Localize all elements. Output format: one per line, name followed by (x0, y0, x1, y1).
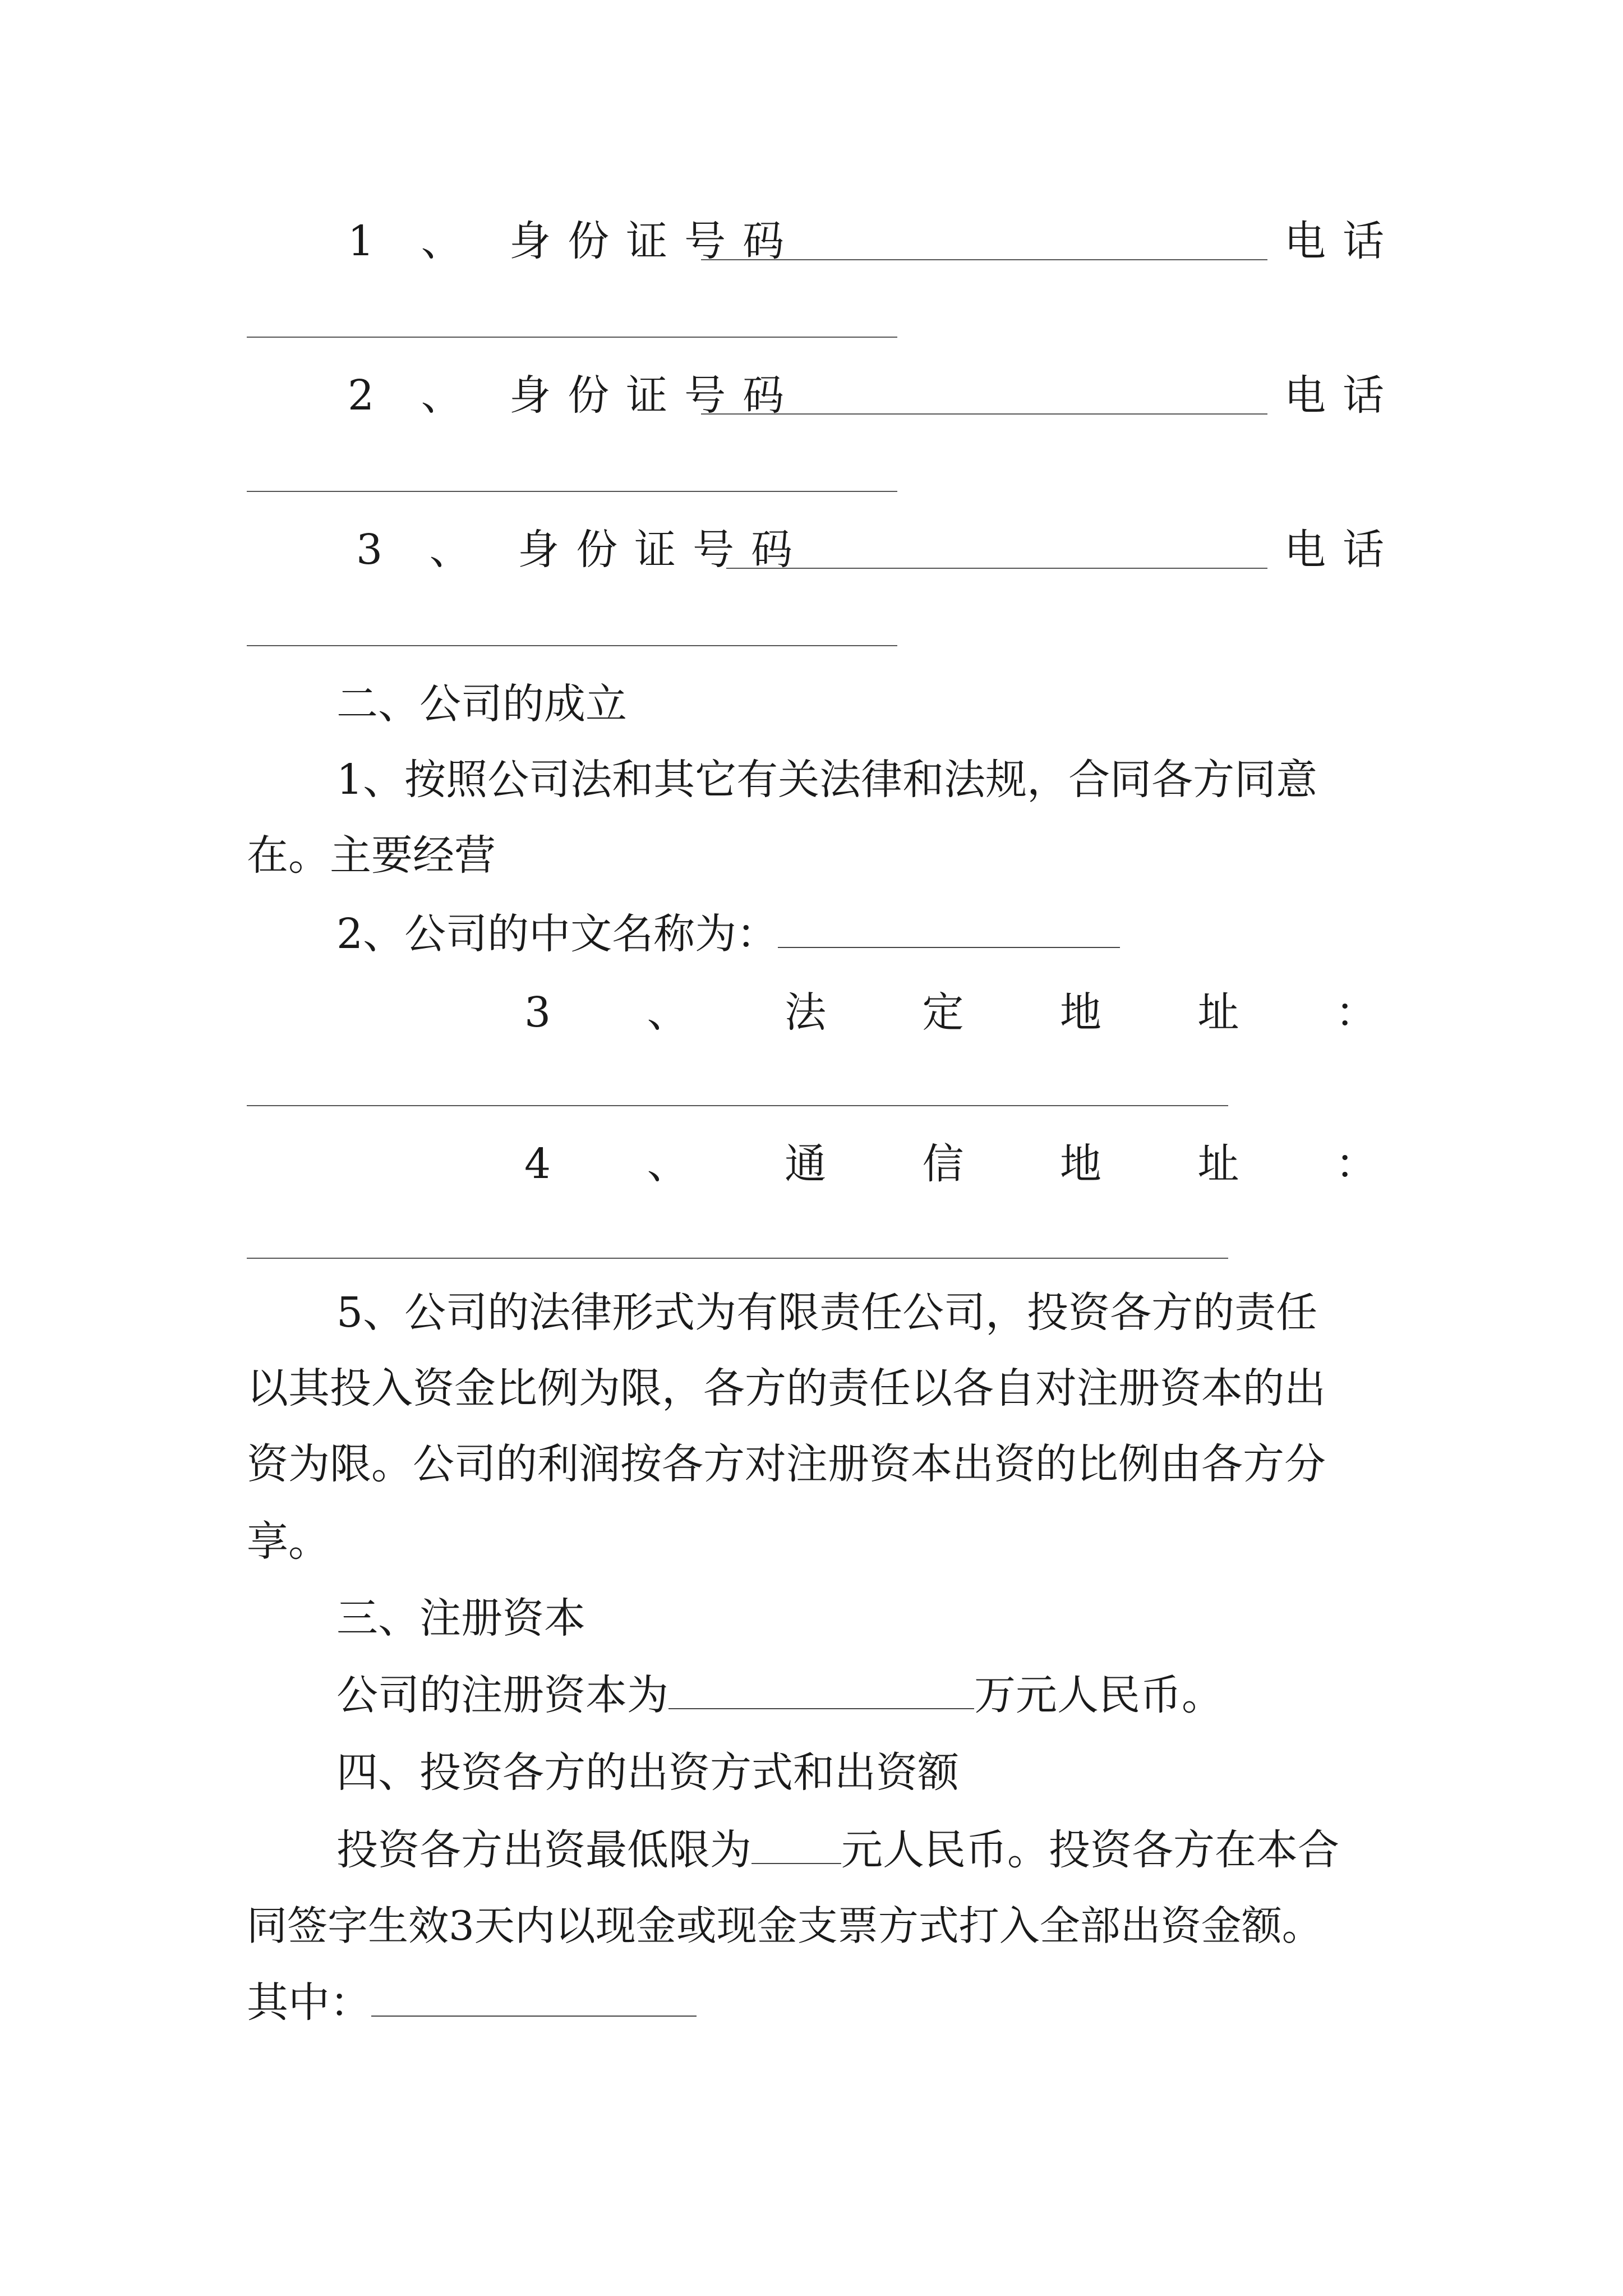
legal-address-colon: ： (1335, 988, 1377, 1037)
section-4-line-3 (247, 1975, 697, 2031)
person-3-phone-blank (247, 645, 897, 646)
mail-address-char-4: 址 (1197, 1140, 1239, 1188)
mail-address-separator: 、 (647, 1140, 689, 1188)
person-2-separator: 、 (421, 371, 479, 420)
section-2-item-4-row (524, 1136, 1377, 1192)
person-2-id-row (348, 367, 801, 424)
person-2-phone-blank (247, 491, 897, 492)
person-3-number: 3 (356, 526, 400, 574)
person-3-id-blank (726, 568, 1267, 569)
among-which-label: 其中： (247, 1978, 371, 2027)
legal-address-char-3: 地 (1060, 988, 1102, 1037)
section-2-item-5-line-2: 以其投入资金比例为限，各方的责任以各自对注册资本的出 (247, 1364, 1326, 1412)
registered-capital-suffix: 万元人民币。 (974, 1671, 1223, 1719)
person-3-phone-label: 电话 (1284, 526, 1401, 574)
registered-capital-prefix: 公司的注册资本为 (336, 1671, 668, 1719)
section-3-heading: 三、注册资本 (336, 1594, 585, 1642)
section-4-line-1 (336, 1822, 1339, 1878)
mail-address-char-2: 信 (922, 1140, 964, 1188)
among-which-blank (371, 1981, 697, 2017)
person-1-id-blank (701, 259, 1267, 260)
person-1-id-row (348, 213, 801, 269)
legal-address-char-1: 法 (785, 988, 827, 1037)
person-2-phone-label: 电话 (1284, 371, 1401, 420)
registered-capital-row (336, 1667, 1223, 1723)
legal-address-blank (247, 1105, 1228, 1106)
company-name-blank (778, 912, 1120, 948)
mail-address-char-3: 地 (1060, 1140, 1102, 1188)
section-2-item-5-line-4: 享。 (247, 1517, 330, 1566)
section-4-heading: 四、投资各方的出资方式和出资额 (336, 1749, 959, 1797)
person-2-number: 2 (348, 371, 391, 420)
section-4-line-2: 同签字生效3天内以现金或现金支票方式打入全部出资金额。 (247, 1902, 1322, 1949)
section-2-item-5-line-1: 5、公司的法律形式为有限责任公司，投资各方的责任 (336, 1289, 1318, 1337)
person-1-number: 1 (348, 217, 391, 265)
minimum-investment-prefix: 投资各方出资最低限为 (336, 1826, 751, 1874)
person-1-phone-label: 电话 (1284, 217, 1401, 265)
person-3-separator: 、 (429, 526, 488, 574)
person-2-id-blank (701, 413, 1267, 415)
section-2-item-5-line-3: 资为限。公司的利润按各方对注册资本出资的比例由各方分 (247, 1440, 1326, 1488)
legal-address-number: 3 (524, 988, 551, 1037)
person-3-id-row (356, 522, 809, 578)
person-1-id-label: 身份证号码 (509, 217, 801, 265)
legal-address-separator: 、 (647, 988, 689, 1037)
section-2-item-3-row (524, 984, 1377, 1041)
company-name-label: 2、公司的中文名称为： (336, 910, 778, 958)
registered-capital-blank (668, 1673, 974, 1709)
legal-address-char-4: 址 (1197, 988, 1239, 1037)
mail-address-char-1: 通 (785, 1140, 827, 1188)
section-2-item-1-line-2: 在。主要经营 (247, 831, 496, 880)
section-2-item-2-row (336, 906, 1120, 962)
legal-address-char-2: 定 (922, 988, 964, 1037)
section-2-heading: 二、公司的成立 (336, 680, 627, 728)
minimum-investment-suffix: 元人民币。投资各方在本合 (841, 1826, 1339, 1874)
mail-address-number: 4 (524, 1140, 551, 1188)
mail-address-colon: ： (1335, 1140, 1377, 1188)
person-2-id-label: 身份证号码 (509, 371, 801, 420)
mail-address-blank (247, 1258, 1228, 1259)
person-3-id-label: 身份证号码 (518, 526, 810, 574)
minimum-investment-blank (751, 1828, 841, 1864)
person-1-separator: 、 (421, 217, 479, 265)
person-1-phone-blank (247, 337, 897, 338)
section-2-item-1-line-1: 1、按照公司法和其它有关法律和法规，合同各方同意 (336, 756, 1318, 804)
